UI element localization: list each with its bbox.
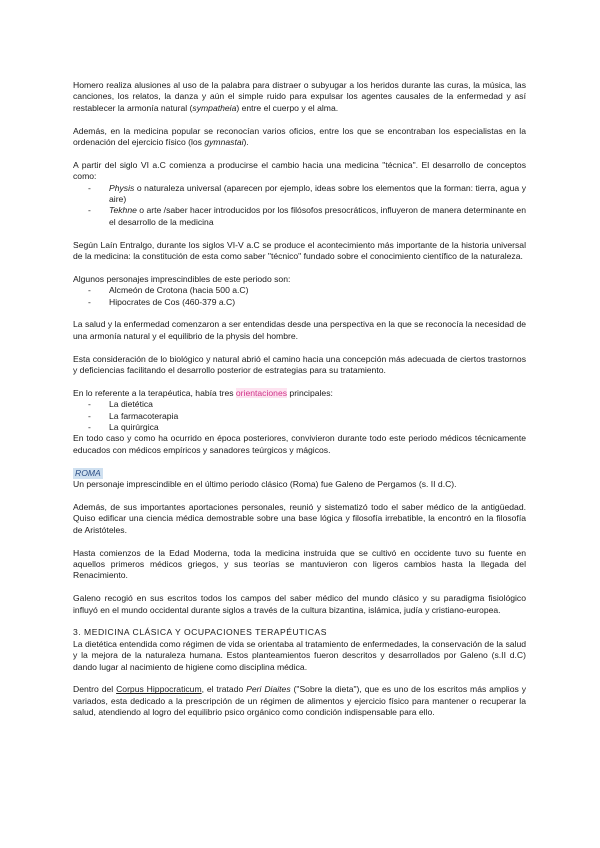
italic-term: Physis	[109, 182, 135, 193]
text-run: Además, en la medicina popular se reconocían varios oficios, entre los que se encontraban los especialistas en la ordenación del ejercicio físico (los	[73, 125, 526, 148]
italic-term: sympatheia	[192, 102, 237, 113]
text-run: o naturaleza universal (aparecen por ejemplo, ideas sobre los elementos que la forman: tierra, agua y aire)	[109, 182, 526, 205]
paragraph-edad-moderna: Hasta comienzos de la Edad Moderna, toda la medicina instruida que se cultivó en occidente tuvo su fuente en aquellos primeros médicos griegos, y sus teorías se mantuvieron con ligeros cambios hasta la llegada del Renacimiento.	[73, 547, 526, 581]
paragraph-aportaciones: Además, de sus importantes aportaciones personales, reunió y sistematizó todo el saber médico de la antigüedad. Quiso edificar una ciencia médica demostrable sobre una base lógica y filosofía irrebatible, la encontró en la filosofía de Aristóteles.	[73, 501, 526, 535]
section-heading: 3. MEDICINA CLÁSICA Y OCUPACIONES TERAPÉUTICAS	[73, 627, 327, 638]
text-run: ("Sobre la dieta"), que es uno de los escritos más amplios y variados, esta dedicado a la prescripción de un régimen de alimentos y ejercicio físico para mantener o recuperar la salud, atendiendo al logro del equilibrio psico orgánico como condición indispensable para ello.	[73, 684, 526, 718]
roma-label: ROMA	[75, 467, 101, 478]
italic-term: Peri Diaites	[246, 684, 291, 695]
paragraph-galeno: Un personaje imprescindible en el último periodo clásico (Roma) fue Galeno de Pergamos (s. II d.C).	[73, 479, 457, 490]
paragraph-galeno-escritos: Galeno recogió en sus escritos todos los campos del saber médico del mundo clásico y su paradigma fisiológico influyó en el mundo occidental durante siglos a través de la cultura bizantina, islámica, judía y cristiano-europea.	[73, 593, 526, 615]
list-item: - Alcmeón de Crotona (hacia 500 a.C)	[73, 285, 526, 296]
paragraph-biologico: Esta consideración de lo biológico y natural abrió el camino hacia una concepción más adecuada de ciertos trastornos y deficiencias facilitando el desarrollo posterior de estrategias para su tratamiento.	[73, 353, 526, 376]
italic-term: gymnastai	[204, 137, 244, 148]
document-body	[73, 80, 526, 730]
paragraph-dietetica: La dietética entendida como régimen de vida se orientaba al tratamiento de enfermedades, la conservación de la salud y la mejora de la naturaleza humana. Estos planteamientos fueron descritos y desarrollados por Galeno (s.II d.C) dando lugar al nacimiento de higiene como disciplina médica.	[73, 638, 526, 672]
list-item: - La farmacoterapia	[73, 411, 526, 422]
text-run: Homero realiza alusiones al uso de la palabra para distraer o subyugar a los heridos durante las curas, la música, las canciones, los relatos, la danza y aún el simple ruido para expulsar los agentes causales de la enfermedad y así restablecer la armonía natural (	[73, 80, 526, 113]
highlighted-term: orientaciones	[235, 387, 288, 398]
paragraph-personajes: Algunos personajes imprescindibles de este periodo son:	[73, 273, 291, 284]
paragraph-en-todo-caso: En todo caso y como ha ocurrido en época posteriores, convivieron durante todo este periodo médicos técnicamente educados con médicos empíricos y sanadores teúrgicos y mágicos.	[73, 433, 526, 455]
text-run: ).	[243, 137, 249, 148]
paragraph-lain-entralgo: Según Laín Entralgo, durante los siglos VI-V a.C se produce el acontecimiento más importante de la historia universal de la medicina: la constitución de esta como saber "técnico" fundado sobre el conocimiento científico de la naturaleza.	[73, 239, 526, 262]
list-item: - Hipocrates de Cos (460-379 a.C)	[73, 297, 526, 308]
orientaciones-list	[73, 399, 526, 433]
text-run: , el tratado	[201, 684, 247, 695]
text-run: En lo referente a la terapéutica, había tres	[73, 387, 236, 398]
text-run: o arte /saber hacer introducidos por los filósofos presocráticos, influyeron de manera determinante en el desarrollo de la medicina	[109, 205, 526, 227]
list-item: - La quirúrgica	[73, 422, 526, 433]
paragraph-terapeutica	[73, 388, 526, 399]
paragraph-medicina-popular	[73, 126, 526, 149]
underlined-term: Corpus Hippocraticum	[116, 684, 202, 695]
italic-term: Tekhne	[109, 205, 137, 216]
list-item	[73, 183, 526, 206]
paragraph-salud-enfermedad: La salud y la enfermedad comenzaron a ser entendidas desde una perspectiva en la que se reconocía la necesidad de una armonía natural y el equilibrio de la physis del hombre.	[73, 319, 526, 341]
paragraph-corpus	[73, 684, 526, 718]
list-item: - La dietética	[73, 399, 526, 410]
roma-label-line	[73, 468, 526, 479]
paragraph-siglo-vi: A partir del siglo VI a.C comienza a producirse el cambio hacia una medicina "técnica". El desarrollo de conceptos como:	[73, 159, 526, 182]
paragraph-homero	[73, 80, 526, 114]
text-run: Dentro del	[73, 684, 117, 695]
text-run: principales:	[287, 387, 333, 398]
text-run: ) entre el cuerpo y el alma.	[236, 102, 339, 113]
list-item	[73, 205, 526, 228]
concepts-list	[73, 183, 526, 229]
personajes-list	[73, 285, 526, 308]
